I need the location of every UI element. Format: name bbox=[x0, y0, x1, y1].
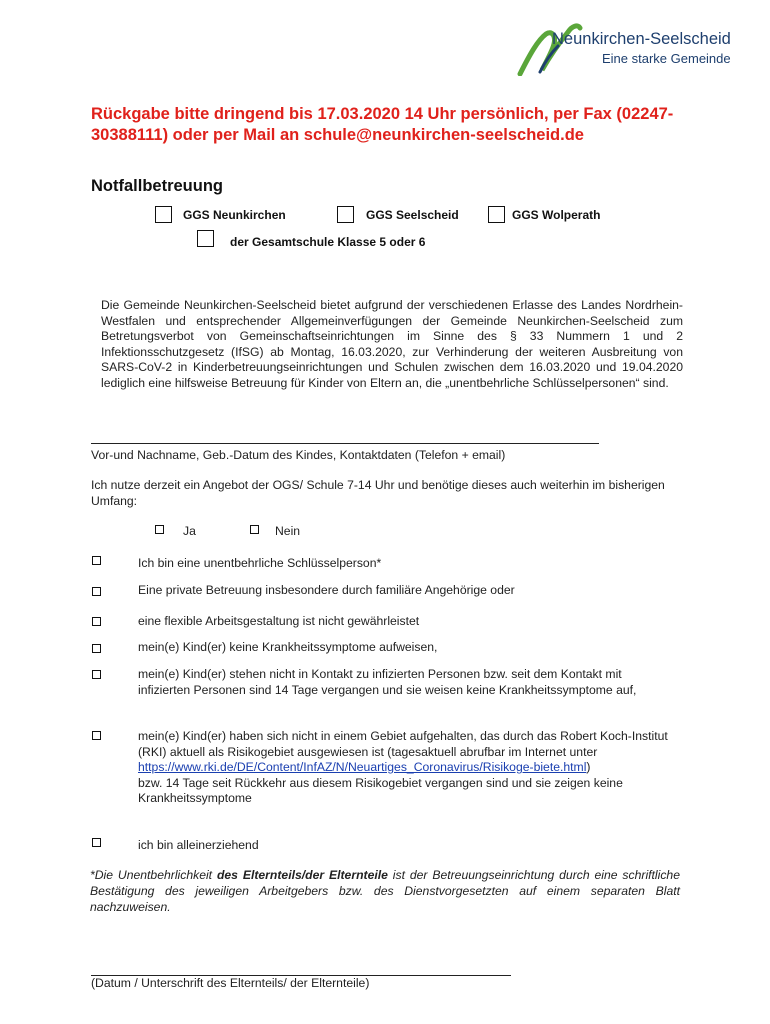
child-info-label: Vor-und Nachname, Geb.-Datum des Kindes, Kontaktdaten (Telefon + email) bbox=[91, 448, 506, 462]
rki-paren: ) bbox=[586, 760, 591, 774]
footnote-part1: *Die Unentbehrlichkeit bbox=[90, 868, 217, 882]
item-checkbox-5[interactable] bbox=[92, 670, 101, 679]
item-checkbox-4[interactable] bbox=[92, 644, 101, 653]
ogs-yes-checkbox[interactable] bbox=[155, 525, 164, 534]
footnote-part2: ist der Betreuungseinrichtung durch eine schriftliche Bestätigung des jeweiligen Arbeitgebers bzw. des Dienstvorgesetzten auf einem separaten Blatt nachzuweisen. bbox=[90, 868, 680, 914]
item-label-6 bbox=[138, 729, 673, 807]
school-label-wolperath: GGS Wolperath bbox=[512, 208, 601, 222]
school-label-gesamtschule: der Gesamtschule Klasse 5 oder 6 bbox=[230, 235, 426, 249]
item-checkbox-1[interactable] bbox=[92, 556, 101, 565]
item-label-5: mein(e) Kind(er) stehen nicht in Kontakt zu infizierten Personen bzw. seit dem Kontakt mit infizierten Personen sind 14 Tage vergangen und sie weisen keine Krankheitssymptome auf, bbox=[138, 667, 637, 697]
logo-tagline: Eine starke Gemeinde bbox=[602, 51, 731, 66]
item-label-2: Eine private Betreuung insbesondere durch familiäre Angehörige oder bbox=[138, 583, 515, 597]
rki-text-before: mein(e) Kind(er) haben sich nicht in einem Gebiet aufgehalten, das durch das Robert Koch-Institut (RKI) aktuell als Risikogebiet ausgewiesen ist (tagesaktuell abrufbar im Internet unter bbox=[138, 729, 668, 759]
school-checkbox-gesamtschule[interactable] bbox=[197, 230, 214, 247]
return-deadline-notice: Rückgabe bitte dringend bis 17.03.2020 14 Uhr persönlich, per Fax (02247-30388111) oder per Mail an schule@neunkirchen-seelscheid.de bbox=[91, 105, 674, 144]
item-label-1: Ich bin eine unentbehrliche Schlüsselperson* bbox=[138, 556, 382, 570]
rki-link[interactable]: https://www.rki.de/DE/Content/InfAZ/N/Neuartiges_Coronavirus/Risikoge-biete.html bbox=[138, 760, 587, 774]
school-checkbox-seelscheid[interactable] bbox=[337, 206, 354, 223]
ogs-question: Ich nutze derzeit ein Angebot der OGS/ Schule 7-14 Uhr und benötige dieses auch weiterhin im bisherigen Umfang: bbox=[91, 478, 665, 508]
ogs-no-checkbox[interactable] bbox=[250, 525, 259, 534]
footnote-bold: des Elternteils/der Elternteile bbox=[216, 868, 388, 882]
item-checkbox-2[interactable] bbox=[92, 587, 101, 596]
item-label-4: mein(e) Kind(er) keine Krankheitssymptome aufweisen, bbox=[138, 640, 438, 654]
child-info-line[interactable] bbox=[91, 443, 599, 444]
school-checkbox-neunkirchen[interactable] bbox=[155, 206, 172, 223]
item-label-3: eine flexible Arbeitsgestaltung ist nicht gewährleistet bbox=[138, 614, 420, 628]
ogs-yes-label: Ja bbox=[183, 524, 196, 538]
item-checkbox-7[interactable] bbox=[92, 838, 101, 847]
item-checkbox-3[interactable] bbox=[92, 617, 101, 626]
school-label-neunkirchen: GGS Neunkirchen bbox=[183, 208, 286, 222]
footnote bbox=[90, 867, 680, 915]
school-label-seelscheid: GGS Seelscheid bbox=[366, 208, 459, 222]
item-checkbox-6[interactable] bbox=[92, 731, 101, 740]
item-label-7: ich bin alleinerziehend bbox=[138, 838, 259, 852]
rki-text-after: bzw. 14 Tage seit Rückkehr aus diesem Risikogebiet vergangen sind und sie zeigen keine Krankheitssymptome bbox=[138, 775, 623, 805]
signature-label: (Datum / Unterschrift des Elternteils/ der Elternteile) bbox=[91, 976, 370, 990]
logo-name: Neunkirchen-Seelscheid bbox=[552, 30, 731, 48]
ogs-no-label: Nein bbox=[275, 524, 301, 538]
school-checkbox-wolperath[interactable] bbox=[488, 206, 505, 223]
page-title: Notfallbetreuung bbox=[91, 177, 223, 195]
intro-paragraph: Die Gemeinde Neunkirchen-Seelscheid bietet aufgrund der verschiedenen Erlasse des Landes Nordrhein-Westfalen und entsprechender Allgemeinverfügungen der Gemeinde Neunkirchen-Seelscheid zum Betretungsverbot von Gemeinschaftseinrichtungen im Sinne des § 33 Nummern 1 und 2 Infektionsschutzgesetz (IfSG) ab Montag, 16.03.2020, zur Verhinderung der weiteren Ausbreitung von SARS-CoV-2 in Kinderbetreuungseinrichtungen und Schulen zwischen dem 16.03.2020 und 19.04.2020 lediglich eine hilfsweise Betreuung für Kinder von Eltern an, die „unentbehrliche Schlüsselpersonen“ sind. bbox=[101, 298, 683, 390]
